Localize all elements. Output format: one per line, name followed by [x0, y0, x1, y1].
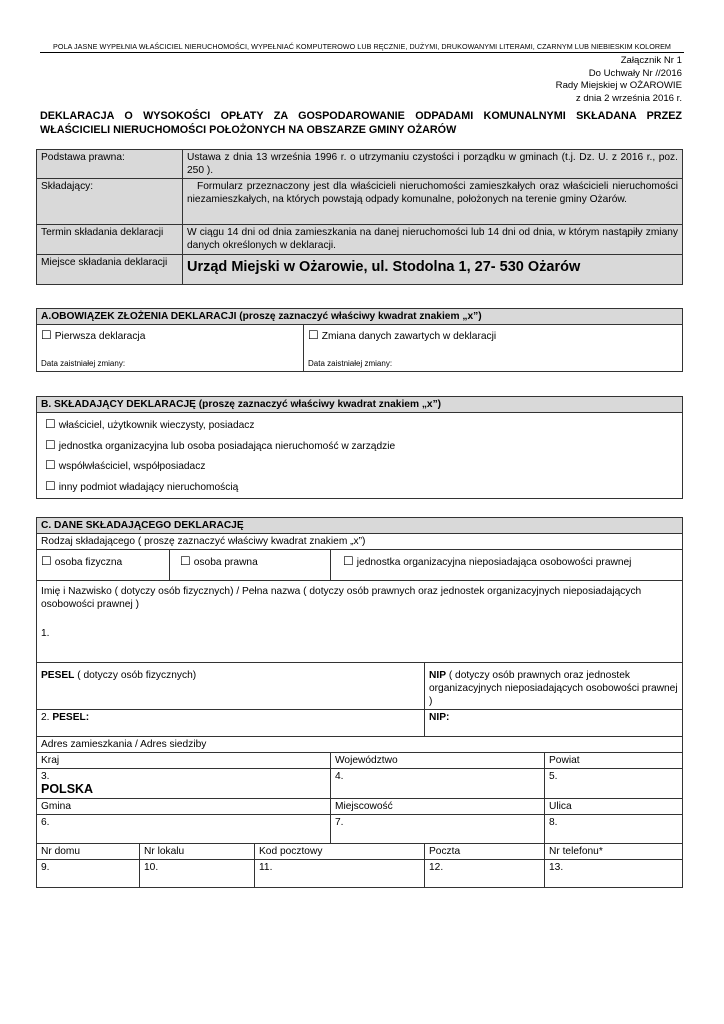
- deadline-label: Termin składania deklaracji: [37, 225, 183, 255]
- change-date-label: Data zaistniałej zmiany:: [308, 359, 393, 368]
- checkbox-icon[interactable]: ☐: [45, 437, 56, 452]
- place-label: Miejsce składania deklaracji: [37, 255, 183, 285]
- district-label: Powiat: [545, 753, 683, 769]
- post-office-label: Poczta: [425, 844, 545, 860]
- postal-code-label: Kod pocztowy: [255, 844, 425, 860]
- section-c: [36, 517, 683, 888]
- filer-value: Formularz przeznaczony jest dla właścicieli nieruchomości zamieszkałych oraz właścicieli nieruchomości niezamieszkałych, na których powstają odpady komunalne, położonych na terenie gminy Ożarów.: [183, 179, 683, 225]
- filer-option-label: jednostka organizacyjna lub osoba posiadająca nieruchomość w zarządzie: [58, 440, 396, 452]
- apartment-number-label: Nr lokalu: [140, 844, 255, 860]
- apartment-number-field[interactable]: 10.: [140, 860, 255, 888]
- nip-field-label: NIP:: [429, 712, 450, 723]
- filer-label: Składający:: [37, 179, 183, 225]
- annex-line: Załącznik Nr 1: [620, 55, 682, 66]
- country-value: POLSKA: [41, 782, 94, 796]
- first-declaration-label: Pierwsza deklaracja: [54, 331, 146, 342]
- basis-label: Podstawa prawna:: [37, 150, 183, 179]
- checkbox-icon[interactable]: ☐: [45, 478, 56, 493]
- basis-value: Ustawa z dnia 13 września 1996 r. o utrzymaniu czystości i porządku w gminach (t.j. Dz. U. z 2016 r., poz. 250 ).: [183, 150, 683, 179]
- field-number: 3.: [41, 771, 50, 782]
- section-c-header: C. DANE SKŁADAJĄCEGO DEKLARACJĘ: [37, 518, 683, 534]
- house-number-label: Nr domu: [37, 844, 140, 860]
- phone-field[interactable]: 13.: [545, 860, 683, 888]
- checkbox-icon[interactable]: ☐: [343, 554, 354, 568]
- annex-line: Rady Miejskiej w OŻAROWIE: [555, 80, 682, 91]
- pesel-label-bold: PESEL: [41, 670, 75, 681]
- filer-option-label: współwłaściciel, współposiadacz: [58, 461, 206, 472]
- filer-option[interactable]: [45, 437, 678, 458]
- deadline-value: W ciągu 14 dni od dnia zamieszkania na danej nieruchomości lub 14 dni od dnia, w którym nastąpiły zmiany danych określonych w deklaracji.: [183, 225, 683, 255]
- section-a-header: A.OBOWIĄZEK ZŁOŻENIA DEKLARACJI (proszę zaznaczyć właściwy kwadrat znakiem „x”): [37, 309, 683, 325]
- organization-cell[interactable]: [331, 550, 683, 581]
- change-declaration-cell[interactable]: [304, 325, 683, 372]
- country-field[interactable]: [37, 769, 331, 799]
- checkbox-icon[interactable]: ☐: [45, 417, 56, 431]
- nip-label-bold: NIP: [429, 670, 446, 681]
- pesel-label: [37, 663, 425, 710]
- natural-person-cell[interactable]: [37, 550, 170, 581]
- legal-person-cell[interactable]: [170, 550, 331, 581]
- filer-type-options: [37, 413, 683, 499]
- house-number-field[interactable]: 9.: [37, 860, 140, 888]
- checkbox-icon[interactable]: ☐: [41, 328, 52, 342]
- address-label: Adres zamieszkania / Adres siedziby: [37, 737, 683, 753]
- checkbox-icon[interactable]: ☐: [308, 328, 319, 342]
- filer-option[interactable]: [45, 478, 678, 499]
- pesel-label-rest: ( dotyczy osób fizycznych): [74, 670, 197, 681]
- nip-field[interactable]: [425, 710, 683, 737]
- name-field[interactable]: 1.: [37, 615, 683, 663]
- change-date-label: Data zaistniałej zmiany:: [41, 359, 126, 368]
- form-instruction-note: POLA JASNE WYPEŁNIA WŁAŚCICIEL NIERUCHOMOŚCI, WYPEŁNIAĆ KOMPUTEROWO LUB RĘCZNIE, DUŻYMI, DRUKOWANYMI LITERAMI, CZARNYM LUB NIEBIESKIM KOLOREM: [40, 42, 684, 53]
- section-a: [36, 308, 683, 372]
- section-b: [36, 396, 683, 499]
- checkbox-icon[interactable]: ☐: [45, 458, 56, 472]
- filer-kind-label: Rodzaj składającego ( proszę zaznaczyć właściwy kwadrat znakiem „x”): [37, 534, 683, 550]
- pesel-field-label: PESEL:: [52, 712, 90, 723]
- annex-reference: [556, 55, 682, 105]
- filer-option[interactable]: [45, 416, 678, 437]
- filer-option-label: inny podmiot władający nieruchomością: [58, 481, 239, 493]
- declaration-title: DEKLARACJA O WYSOKOŚCI OPŁATY ZA GOSPODAROWANIE ODPADAMI KOMUNALNYMI SKŁADANA PRZEZ WŁAŚCICIELI NIERUCHOMOŚCI POŁOŻONYCH NA OBSZARZE GMINY OŻARÓW: [40, 110, 682, 136]
- postal-code-field[interactable]: 11.: [255, 860, 425, 888]
- locality-field[interactable]: 7.: [331, 815, 545, 844]
- street-field[interactable]: 8.: [545, 815, 683, 844]
- commune-label: Gmina: [37, 799, 331, 815]
- pesel-field-number: 2.: [41, 712, 50, 723]
- checkbox-icon[interactable]: ☐: [180, 554, 191, 568]
- section-b-header: B. SKŁADAJĄCY DEKLARACJĘ (proszę zaznaczyć właściwy kwadrat znakiem „x”): [37, 397, 683, 413]
- locality-label: Miejscowość: [331, 799, 545, 815]
- phone-label: Nr telefonu*: [545, 844, 683, 860]
- info-table: [36, 149, 683, 285]
- nip-label-rest: ( dotyczy osób prawnych oraz jednostek organizacyjnych nieposiadających osobowości prawnej ): [429, 670, 678, 707]
- post-office-field[interactable]: 12.: [425, 860, 545, 888]
- annex-line: z dnia 2 września 2016 r.: [575, 92, 682, 104]
- natural-person-label: osoba fizyczna: [54, 557, 123, 568]
- first-declaration-cell[interactable]: [37, 325, 304, 372]
- nip-label: [425, 663, 683, 710]
- filer-option-label: właściciel, użytkownik wieczysty, posiadacz: [58, 420, 255, 431]
- district-field[interactable]: 5.: [545, 769, 683, 799]
- change-declaration-label: Zmiana danych zawartych w deklaracji: [321, 331, 497, 342]
- checkbox-icon[interactable]: ☐: [41, 554, 52, 568]
- country-label: Kraj: [37, 753, 331, 769]
- voivodeship-field[interactable]: 4.: [331, 769, 545, 799]
- filer-option[interactable]: [45, 457, 678, 478]
- organization-label: jednostka organizacyjna nieposiadająca osobowości prawnej: [356, 557, 632, 568]
- pesel-field[interactable]: [37, 710, 425, 737]
- commune-field[interactable]: 6.: [37, 815, 331, 844]
- name-label: Imię i Nazwisko ( dotyczy osób fizycznych) / Pełna nazwa ( dotyczy osób prawnych oraz jednostek organizacyjnych nieposiadających osobowości prawnej ): [37, 581, 683, 615]
- legal-person-label: osoba prawna: [193, 557, 258, 568]
- street-label: Ulica: [545, 799, 683, 815]
- place-value: Urząd Miejski w Ożarowie, ul. Stodolna 1, 27- 530 Ożarów: [183, 255, 683, 285]
- annex-line: Do Uchwały Nr //2016: [588, 67, 682, 79]
- voivodeship-label: Województwo: [331, 753, 545, 769]
